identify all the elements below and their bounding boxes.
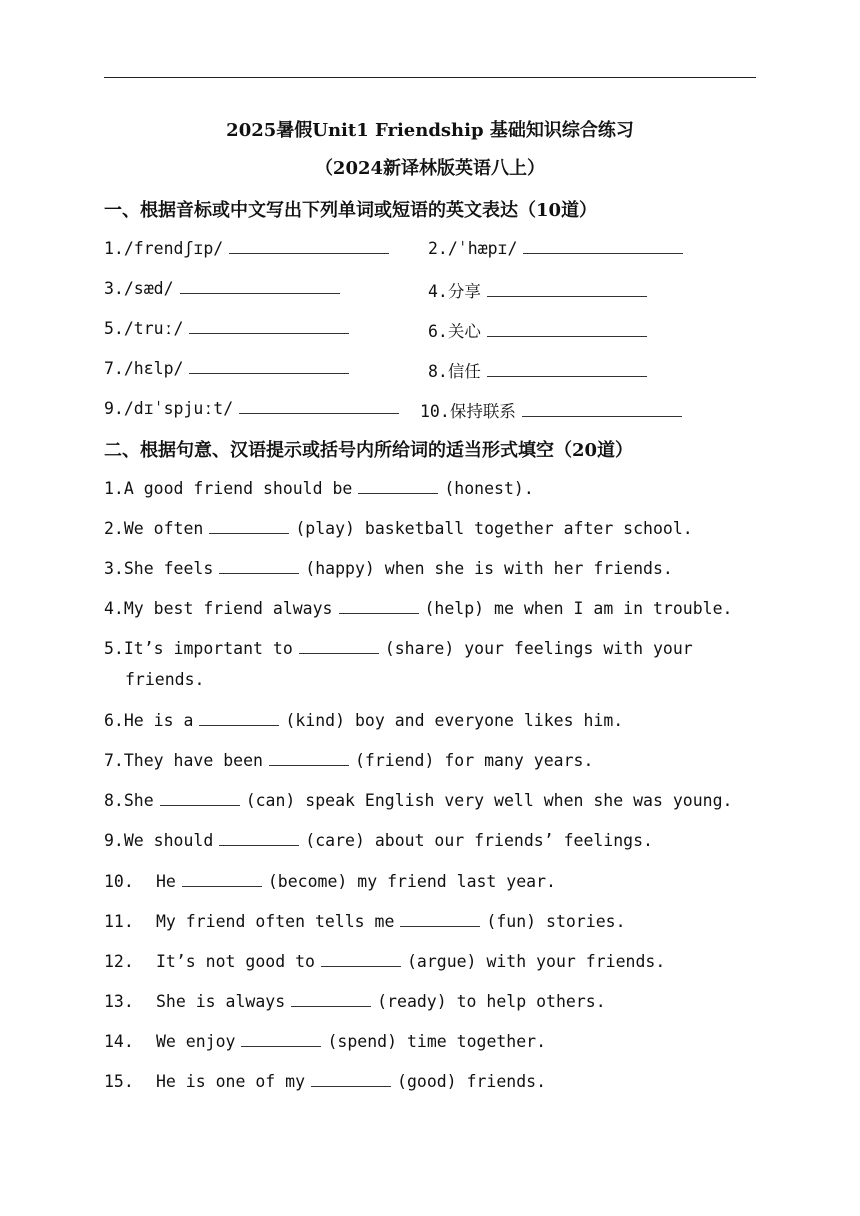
answer-blank[interactable] <box>487 281 647 297</box>
answer-blank[interactable] <box>400 911 480 927</box>
sentence-item-15: 15. He is one of my (good) friends. <box>104 1072 547 1091</box>
page-subtitle: （2024新译林版英语八上） <box>314 158 546 179</box>
answer-blank[interactable] <box>189 358 349 374</box>
vocab-item-10: 10.保持联系 <box>420 398 688 422</box>
vocab-item-3: 3./sæd/ <box>104 278 346 298</box>
answer-blank[interactable] <box>180 278 340 294</box>
sentence-item-4: 4.My best friend always (help) me when I am in trouble. <box>104 599 733 618</box>
answer-blank[interactable] <box>358 478 438 494</box>
answer-blank[interactable] <box>291 991 371 1007</box>
answer-blank[interactable] <box>219 830 299 846</box>
answer-blank[interactable] <box>199 710 279 726</box>
answer-blank[interactable] <box>523 238 683 254</box>
answer-blank[interactable] <box>321 951 401 967</box>
page-title: 2025暑假Unit1 Friendship 基础知识综合练习 <box>226 120 634 141</box>
sentence-item-11: 11. My friend often tells me (fun) stories. <box>104 912 626 931</box>
answer-blank[interactable] <box>209 518 289 534</box>
answer-blank[interactable] <box>229 238 389 254</box>
answer-blank[interactable] <box>487 321 647 337</box>
sentence-item-6: 6.He is a (kind) boy and everyone likes him. <box>104 711 624 730</box>
sentence-item-12: 12. It’s not good to (argue) with your friends. <box>104 952 666 971</box>
sentence-item-5: 5.It’s important to (share) your feelings with your <box>104 639 693 658</box>
vocab-item-4: 4.分享 <box>428 278 653 302</box>
sentence-item-13: 13. She is always (ready) to help others. <box>104 992 606 1011</box>
answer-blank[interactable] <box>219 558 299 574</box>
answer-blank[interactable] <box>522 401 682 417</box>
answer-blank[interactable] <box>189 318 349 334</box>
vocab-item-2: 2./ˈhæpɪ/ <box>428 238 689 258</box>
sentence-item-9: 9.We should (care) about our friends’ feelings. <box>104 831 653 850</box>
sentence-item-2: 2.We often (play) basketball together after school. <box>104 519 693 538</box>
sentence-item-14: 14. We enjoy (spend) time together. <box>104 1032 547 1051</box>
answer-blank[interactable] <box>299 638 379 654</box>
answer-blank[interactable] <box>160 790 240 806</box>
answer-blank[interactable] <box>487 361 647 377</box>
vocab-item-9: 9./dɪˈspjuːt/ <box>104 398 405 418</box>
answer-blank[interactable] <box>239 398 399 414</box>
section1-heading: 一、根据音标或中文写出下列单词或短语的英文表达（10道） <box>104 200 598 221</box>
answer-blank[interactable] <box>241 1031 321 1047</box>
header-rule <box>104 77 756 78</box>
vocab-item-1: 1./frendʃɪp/ <box>104 238 395 258</box>
vocab-item-7: 7./hɛlp/ <box>104 358 355 378</box>
sentence-item-10: 10. He (become) my friend last year. <box>104 872 556 891</box>
answer-blank[interactable] <box>182 871 262 887</box>
answer-blank[interactable] <box>339 598 419 614</box>
vocab-item-8: 8.信任 <box>428 358 653 382</box>
vocab-item-6: 6.关心 <box>428 318 653 342</box>
vocab-item-5: 5./truː/ <box>104 318 355 338</box>
sentence-item-8: 8.She (can) speak English very well when she was young. <box>104 791 733 810</box>
sentence-item-5-continuation: friends. <box>125 670 205 689</box>
sentence-item-3: 3.She feels (happy) when she is with her friends. <box>104 559 673 578</box>
section2-heading: 二、根据句意、汉语提示或括号内所给词的适当形式填空（20道） <box>104 440 634 461</box>
answer-blank[interactable] <box>311 1071 391 1087</box>
sentence-item-7: 7.They have been (friend) for many years. <box>104 751 594 770</box>
answer-blank[interactable] <box>269 750 349 766</box>
sentence-item-1: 1.A good friend should be (honest). <box>104 479 534 498</box>
